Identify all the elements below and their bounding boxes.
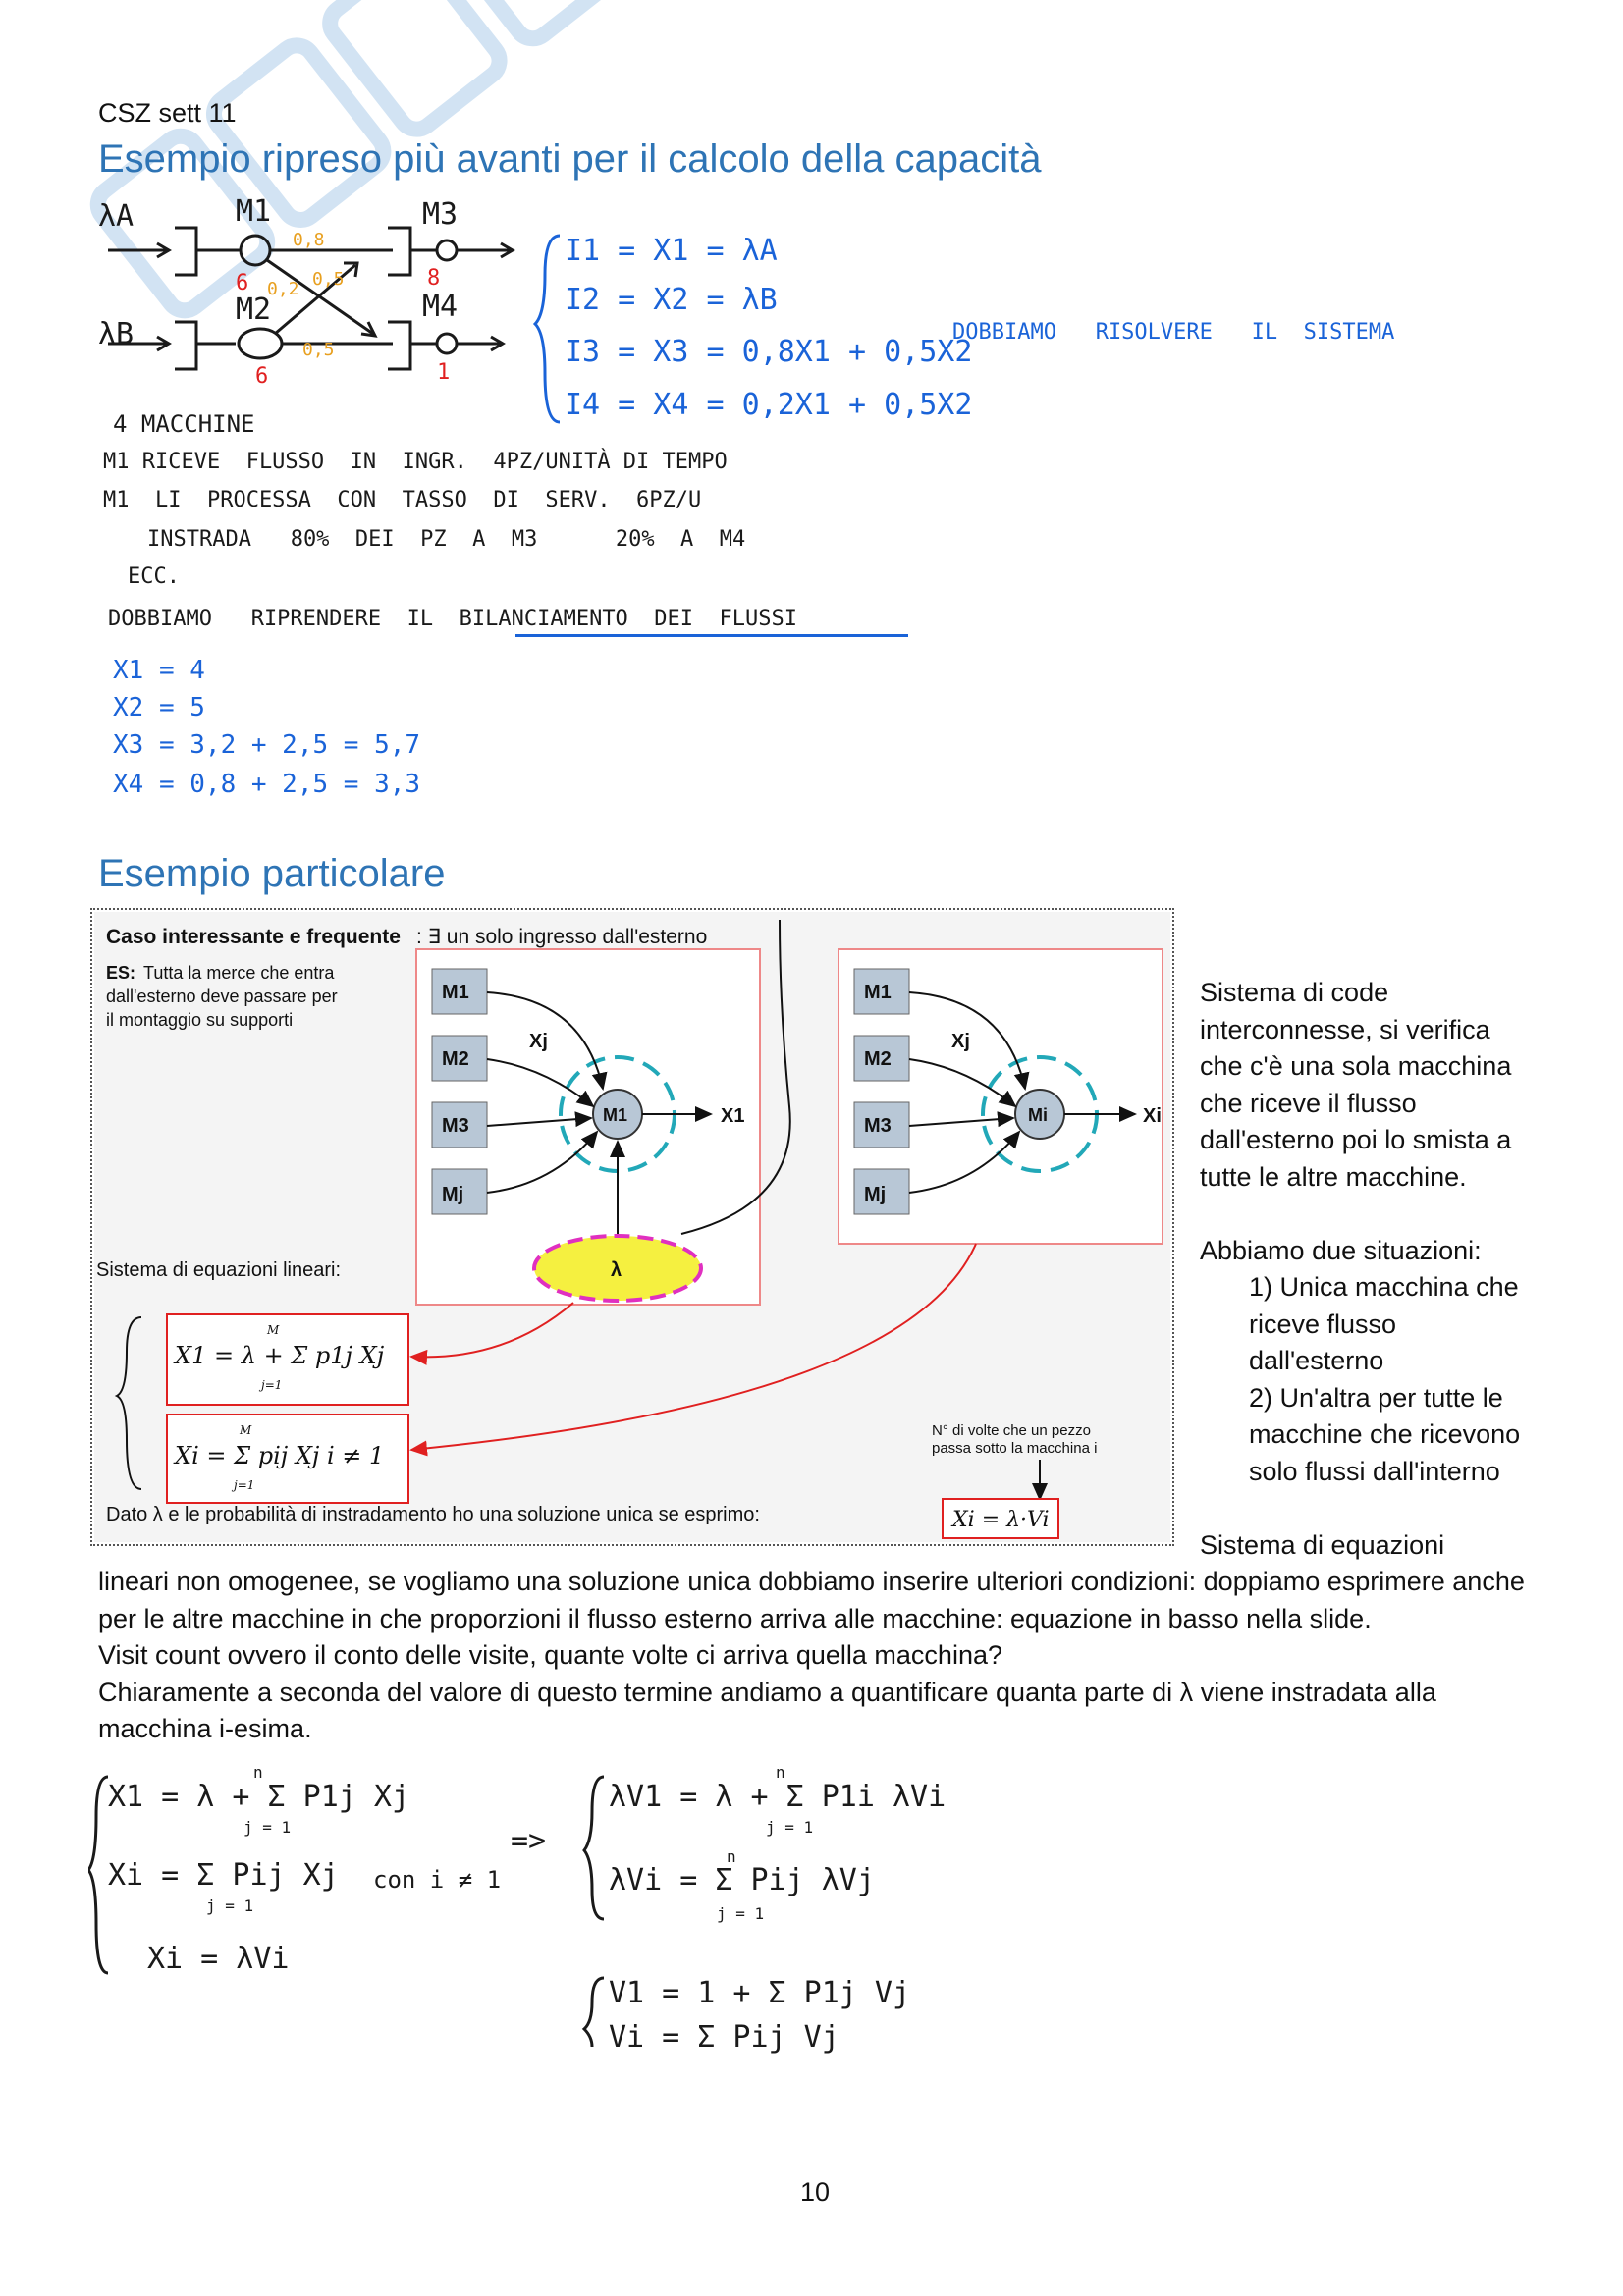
svg-text:λA: λA bbox=[98, 199, 135, 234]
svg-text:j = 1: j = 1 bbox=[717, 1904, 765, 1923]
solution-line: X1 = 4 bbox=[113, 656, 205, 685]
svg-text:j = 1: j = 1 bbox=[206, 1896, 254, 1915]
svg-text:1: 1 bbox=[437, 360, 451, 385]
svg-text:6: 6 bbox=[255, 364, 269, 389]
svg-text:M3: M3 bbox=[422, 197, 459, 232]
svg-text:Mj: Mj bbox=[442, 1184, 464, 1205]
svg-text:Xj: Xj bbox=[529, 1031, 548, 1052]
svg-text:0,5: 0,5 bbox=[302, 340, 335, 360]
svg-text:Xi: Xi bbox=[1143, 1105, 1162, 1127]
svg-text:M3: M3 bbox=[864, 1115, 892, 1137]
svg-text:Caso interessante e frequente: Caso interessante e frequente bbox=[106, 926, 401, 948]
svg-text:N° di volte che un pezzo: N° di volte che un pezzo bbox=[932, 1422, 1091, 1439]
svg-text:passa sotto la macchina i: passa sotto la macchina i bbox=[932, 1440, 1098, 1457]
svg-text:j = 1: j = 1 bbox=[766, 1818, 814, 1837]
svg-text:6: 6 bbox=[236, 271, 249, 295]
note-line: M1 RICEVE FLUSSO IN INGR. 4PZ/UNITÀ DI TEMPO bbox=[103, 450, 728, 474]
solution-line: X3 = 3,2 + 2,5 = 5,7 bbox=[113, 730, 421, 760]
solution-line: X4 = 0,8 + 2,5 = 3,3 bbox=[113, 770, 421, 799]
handwritten-equations bbox=[88, 1762, 972, 2056]
section1-title: Esempio ripreso più avanti per il calcolo della capacità bbox=[98, 137, 1042, 181]
svg-text:j = 1: j = 1 bbox=[243, 1818, 292, 1837]
svg-text:Xi = λVi: Xi = λVi bbox=[147, 1942, 290, 1976]
side-text bbox=[1200, 975, 1534, 1564]
svg-text:dall'esterno deve passare per: dall'esterno deve passare per bbox=[106, 987, 338, 1006]
svg-text:0,8: 0,8 bbox=[293, 230, 325, 250]
note-line: INSTRADA 80% DEI PZ A M3 20% A M4 bbox=[147, 527, 746, 552]
svg-text:M1: M1 bbox=[442, 982, 469, 1003]
svg-text:λB: λB bbox=[98, 317, 135, 351]
svg-text:Xi = λ·Vi: Xi = λ·Vi bbox=[952, 1508, 1050, 1532]
svg-text:=>: => bbox=[511, 1824, 547, 1858]
svg-text:λVi = Σ Pij λVj: λVi = Σ Pij λVj bbox=[609, 1863, 875, 1897]
note-line: DOBBIAMO RIPRENDERE IL BILANCIAMENTO DEI FLUSSI bbox=[108, 607, 797, 631]
side-paragraph: Sistema di equazioni bbox=[1200, 1529, 1445, 1560]
svg-text:M2: M2 bbox=[236, 293, 272, 327]
svg-text:X1 = λ + Σ p1j Xj: X1 = λ + Σ p1j Xj bbox=[175, 1342, 385, 1369]
svg-text:Sistema di equazioni lineari:: Sistema di equazioni lineari: bbox=[96, 1259, 342, 1281]
svg-text:λV1 = λ + Σ P1i λVi: λV1 = λ + Σ P1i λVi bbox=[609, 1780, 947, 1814]
course-header: CSZ sett 11 bbox=[98, 98, 237, 128]
svg-text:j=1: j=1 bbox=[234, 1478, 255, 1492]
svg-text:Dato λ e le probabilità di ins: Dato λ e le probabilità di instradamento ho una soluzione unica se esprimo: bbox=[106, 1504, 760, 1525]
slide-figure bbox=[90, 908, 1174, 1546]
page-number: 10 bbox=[799, 2177, 831, 2207]
svg-text:M1: M1 bbox=[603, 1105, 628, 1125]
svg-text:Xi = Σ Pij Xj: Xi = Σ Pij Xj bbox=[108, 1858, 339, 1893]
svg-text:λ: λ bbox=[611, 1259, 622, 1281]
note-line: ECC. bbox=[128, 564, 180, 589]
side-spacer bbox=[1200, 1490, 1534, 1527]
underline bbox=[515, 634, 908, 637]
svg-text:M3: M3 bbox=[442, 1115, 469, 1137]
paragraph-line: lineari non omogenee, se vogliamo una soluzione unica dobbiamo inserire ulteriori condizioni: doppiamo esprimere anche per le altre macchine in che proporzioni il flusso esterno arriva alle macchine: equazione in basso nella slide. bbox=[98, 1567, 1525, 1633]
svg-text:0,5: 0,5 bbox=[312, 269, 345, 290]
svg-text:Mi: Mi bbox=[1028, 1105, 1048, 1125]
svg-text:Mj: Mj bbox=[864, 1184, 887, 1205]
solution-line: X2 = 5 bbox=[113, 693, 205, 722]
svg-text:I3 = X3 = 0,8X1 + 0,5X2: I3 = X3 = 0,8X1 + 0,5X2 bbox=[565, 335, 973, 369]
svg-text:0,2: 0,2 bbox=[267, 279, 299, 299]
body-paragraph bbox=[98, 1564, 1532, 1748]
svg-text:V1 = 1 + Σ P1j Vj: V1 = 1 + Σ P1j Vj bbox=[609, 1976, 911, 2010]
svg-text:il montaggio su supporti: il montaggio su supporti bbox=[106, 1010, 294, 1030]
paragraph-line: Chiaramente a seconda del valore di questo termine andiamo a quantificare quanta parte di λ viene instradata alla macchina i-esima. bbox=[98, 1677, 1436, 1743]
note-line: 4 MACCHINE bbox=[113, 410, 255, 438]
svg-text:M2: M2 bbox=[864, 1048, 892, 1070]
svg-text:M1: M1 bbox=[236, 196, 272, 229]
svg-text:Tutta la merce che entra: Tutta la merce che entra bbox=[143, 963, 335, 983]
svg-text:: ∃ un solo ingresso dall'este: : ∃ un solo ingresso dall'esterno bbox=[416, 926, 708, 948]
svg-text:I4 = X4 = 0,2X1 + 0,5X2: I4 = X4 = 0,2X1 + 0,5X2 bbox=[565, 388, 973, 422]
svg-text:8: 8 bbox=[427, 266, 441, 291]
section2-title: Esempio particolare bbox=[98, 852, 446, 895]
svg-text:M2: M2 bbox=[442, 1048, 469, 1070]
svg-text:M4: M4 bbox=[422, 290, 459, 324]
svg-text:DOBBIAMO RISOLVERE IL SIS: DOBBIAMO RISOLVERE IL SISTEMA bbox=[952, 320, 1395, 345]
svg-text:M: M bbox=[240, 1423, 252, 1437]
svg-text:Vi = Σ Pij Vj: Vi = Σ Pij Vj bbox=[609, 2020, 839, 2055]
svg-text:M1: M1 bbox=[864, 982, 892, 1003]
side-list-item: 2) Un'altra per tutte le macchine che ricevono solo flussi dall'interno bbox=[1249, 1382, 1521, 1486]
note-line: M1 LI PROCESSA CON TASSO DI SERV. 6PZ/U bbox=[103, 488, 702, 512]
svg-text:n: n bbox=[253, 1763, 263, 1782]
side-spacer bbox=[1200, 1196, 1534, 1233]
svg-text:Xi = Σ pij Xj i ≠ 1: Xi = Σ pij Xj i ≠ 1 bbox=[175, 1442, 385, 1469]
svg-text:n: n bbox=[727, 1847, 736, 1866]
side-paragraph: Abbiamo due situazioni: bbox=[1200, 1235, 1482, 1265]
side-paragraph: Sistema di code interconnesse, si verifica che c'è una sola macchina che riceve il flusso dall'esterno poi lo smista a tutte le altre macchine. bbox=[1200, 978, 1512, 1192]
side-list-item: 1) Unica macchina che riceve flusso dall'esterno bbox=[1249, 1272, 1519, 1375]
svg-text:I2 = X2 = λB: I2 = X2 = λB bbox=[565, 283, 778, 317]
svg-text:Xj: Xj bbox=[951, 1031, 970, 1052]
svg-text:M: M bbox=[267, 1323, 280, 1337]
paragraph-line: Visit count ovvero il conto delle visite, quante volte ci arriva quella macchina? bbox=[98, 1640, 1002, 1670]
svg-text:X1: X1 bbox=[721, 1105, 745, 1127]
svg-text:ES:: ES: bbox=[106, 963, 136, 983]
svg-text:n: n bbox=[776, 1763, 785, 1782]
svg-text:I1 = X1 = λA: I1 = X1 = λA bbox=[565, 234, 778, 268]
svg-text:j=1: j=1 bbox=[261, 1378, 283, 1392]
svg-text:con i ≠ 1: con i ≠ 1 bbox=[373, 1866, 502, 1894]
svg-text:X1 = λ + Σ P1j Xj: X1 = λ + Σ P1j Xj bbox=[108, 1780, 410, 1814]
